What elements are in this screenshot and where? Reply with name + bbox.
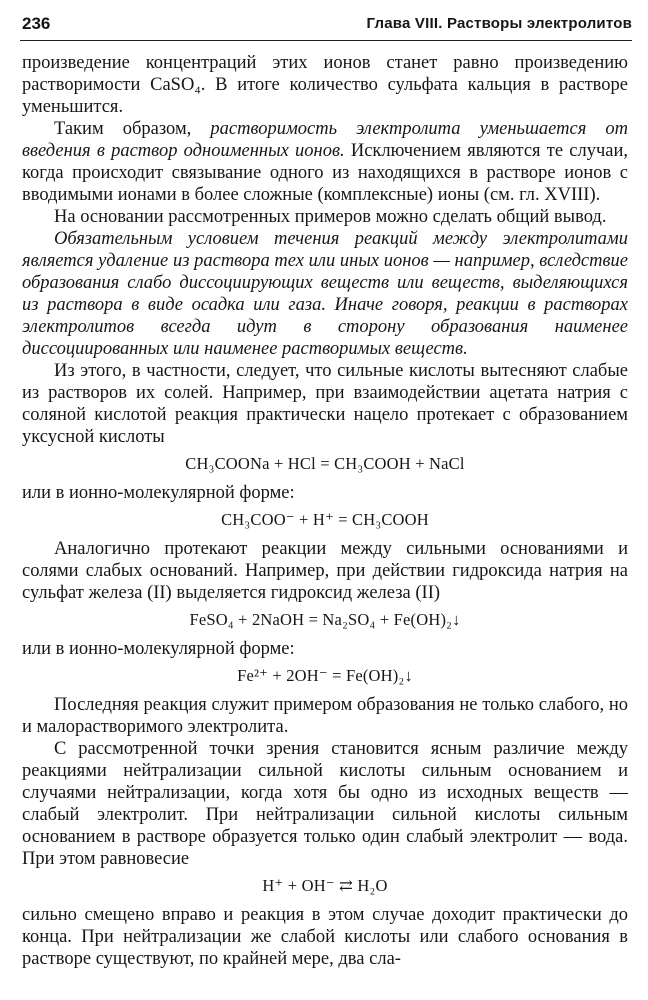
equation-4: Fe²⁺ + 2OH⁻ = Fe(OH)₂↓ xyxy=(237,666,413,685)
paragraph-4 xyxy=(22,228,628,360)
paragraph-5: Из этого, в частности, следует, что сильные кислоты вытесняют слабые из растворов их солей. Например, при взаимодействии ацетата натрия с соляной кислотой реакция практически нацело протекает с образованием уксусной кислоты xyxy=(22,361,628,447)
page-body xyxy=(22,52,628,970)
paragraph-7: Аналогично протекают реакции между сильными основаниями и солями слабых оснований. Например, при действии гидроксида натрия на сульфат железа (II) выделяется гидроксид железа (II) xyxy=(22,539,628,603)
paragraph-6: или в ионно-молекулярной форме: xyxy=(22,483,295,503)
page-header xyxy=(20,6,632,41)
running-head: Глава VIII. Растворы электролитов xyxy=(366,15,632,32)
paragraph-8: или в ионно-молекулярной форме: xyxy=(22,639,295,659)
equation-1: CH₃COONa + HCl = CH₃COOH + NaCl xyxy=(185,454,465,473)
paragraph-10: С рассмотренной точки зрения становится ясным различие между реакциями нейтрализации сильной кислоты сильным основанием и случаями нейтрализации, когда хотя бы одно из исходных веществ — слабый электролит. При нейтрализации сильной кислоты сильным основанием в растворе образуется только один слабый электролит — вода. При этом равновесие xyxy=(22,739,628,869)
paragraph-2-rest: Исключением являются те случаи, когда происходит связывание одного из находящихся в растворе ионов с вводимыми ионами в более сложные (комплексные) ионы (см. гл. XVIII). xyxy=(22,141,628,205)
equation-5: H⁺ + OH⁻ ⇄ H₂O xyxy=(262,876,388,895)
paragraph-3: На основании рассмотренных примеров можно сделать общий вывод. xyxy=(54,207,607,227)
paragraph-4-italic: Обязательным условием течения реакций между электролитами является удаление из раствора тех или иных ионов — например, вследствие образования слабо диссоциирующих веществ или веществ, выделяющихся из раствора в виде осадка или газа. Иначе говоря, реакции в растворах электролитов всегда идут в сторону образования наименее диссоциированных или наименее растворимых веществ. xyxy=(22,229,628,359)
paragraph-2-italic: растворимость электролита уменьшается от введения в раствор одноименных ионов. xyxy=(22,119,628,161)
paragraph-2-lead: Таким образом, xyxy=(54,119,211,139)
paragraph-2 xyxy=(22,118,628,206)
paragraph-11: сильно смещено вправо и реакция в этом случае доходит практически до конца. При нейтрализации же слабой кислоты или слабого основания в растворе существуют, по крайней мере, два сла- xyxy=(22,905,628,969)
equation-2: CH₃COO⁻ + H⁺ = CH₃COOH xyxy=(221,510,429,529)
page-number: 236 xyxy=(22,14,51,33)
paragraph-9: Последняя реакция служит примером образования не только слабого, но и малорастворимого электролита. xyxy=(22,695,628,737)
equation-3: FeSO₄ + 2NaOH = Na₂SO₄ + Fe(OH)₂↓ xyxy=(189,610,461,629)
paragraph-1: произведение концентраций этих ионов станет равно произведению растворимости CaSO₄. В итоге количество сульфата кальция в растворе уменьшится. xyxy=(22,53,628,117)
